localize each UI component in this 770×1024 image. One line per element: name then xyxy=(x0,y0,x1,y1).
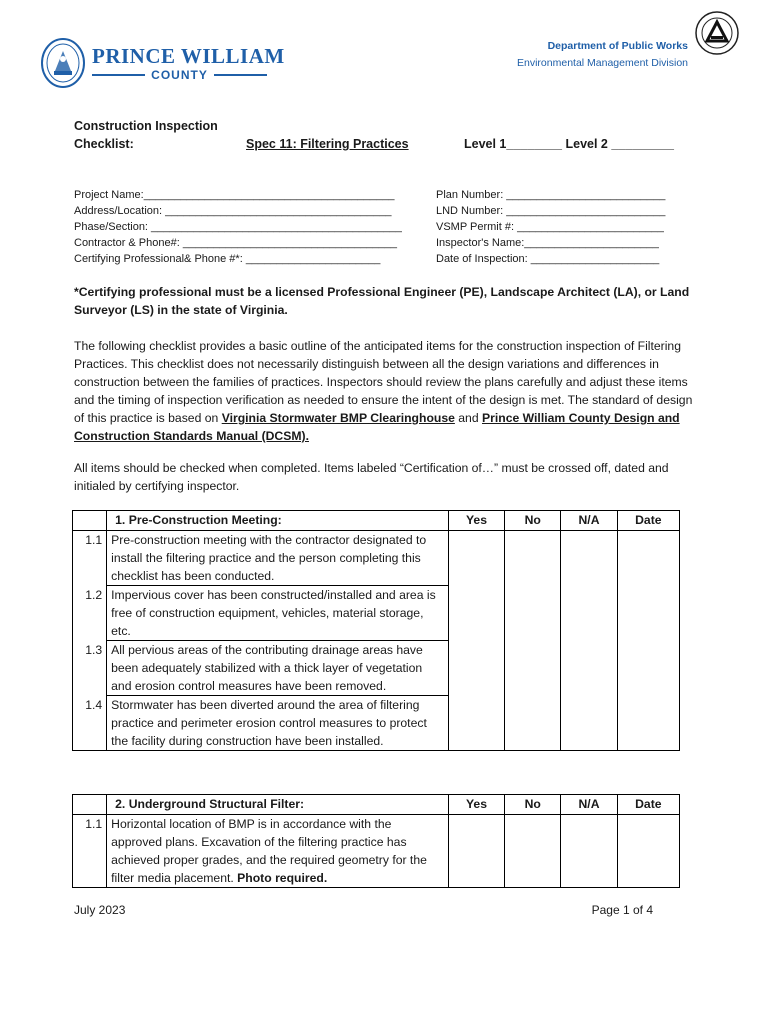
table-header-row xyxy=(73,511,680,531)
item-number: 1.1 xyxy=(73,531,107,586)
item-text: Stormwater has been diverted around the area of filtering practice and perimeter erosion control measures to protect the facility during construction have been installed. xyxy=(107,696,449,751)
county-sub xyxy=(92,68,267,82)
date-header: Date xyxy=(617,511,679,531)
inspector-name-field[interactable]: Inspector's Name:______________________ xyxy=(436,237,659,249)
item-number: 1.3 xyxy=(73,641,107,696)
item-text-body: Horizontal location of BMP is in accordance with the approved plans. Excavation of the filtering practice has achieved proper grades, and the required geometry for the filter media placement. xyxy=(111,817,427,885)
no-cell[interactable] xyxy=(505,815,561,888)
item-text: Pre-construction meeting with the contractor designated to install the filtering practice and the person completing this checklist has been conducted. xyxy=(107,531,449,586)
county-wordmark xyxy=(92,44,285,82)
item-number: 1.2 xyxy=(73,586,107,641)
photo-required-note: Photo required. xyxy=(237,871,328,885)
division-name: Environmental Management Division xyxy=(517,57,688,69)
department-name: Department of Public Works xyxy=(547,40,688,52)
table-header-row xyxy=(73,795,680,815)
number-header xyxy=(73,795,107,815)
address-field[interactable]: Address/Location: _____________________________________ xyxy=(74,205,392,217)
fields-right xyxy=(436,187,665,267)
level-fields[interactable]: Level 1________ Level 2 _________ xyxy=(464,137,674,151)
table-row xyxy=(73,815,680,888)
checklist-table-preconstruction xyxy=(72,510,680,751)
item-number: 1.1 xyxy=(73,815,107,888)
public-works-seal xyxy=(694,10,740,56)
item-text: All pervious areas of the contributing drainage areas have been adequately stabilized with a thick layer of vegetation and erosion control measures have been removed. xyxy=(107,641,449,696)
item-text xyxy=(107,815,449,888)
checklist-table-structural-filter xyxy=(72,794,680,888)
page-number: Page 1 of 4 xyxy=(591,903,653,917)
intro-text: The following checklist provides a basic outline of the anticipated items for the construction inspection of Filtering Practices. This checklist does not necessarily distinguish between all the design variations and differences in construction between the families of practices. Inspectors should review the plans carefully and adjust these items and the timing of inspection verification as needed to ensure the intent of the design is met. The standard of design of this practice is based on xyxy=(74,339,693,425)
clearinghouse-link[interactable]: Virginia Stormwater BMP Clearinghouse xyxy=(221,411,455,425)
na-header: N/A xyxy=(561,795,617,815)
certifying-professional-field[interactable]: Certifying Professional& Phone #*: ______________________ xyxy=(74,253,381,265)
yes-cell[interactable] xyxy=(448,815,504,888)
section-heading: 2. Underground Structural Filter: xyxy=(107,795,449,815)
instructions-paragraph: All items should be checked when completed. Items labeled “Certification of…” must be crossed off, dated and initialed by certifying inspector. xyxy=(74,461,669,493)
intro-paragraph xyxy=(74,337,694,445)
contractor-phone-field[interactable]: Contractor & Phone#: ___________________________________ xyxy=(74,237,397,249)
form-title-line2: Checklist: xyxy=(74,137,134,151)
no-header: No xyxy=(505,795,561,815)
spec-title xyxy=(246,135,409,153)
dcsm-link[interactable]: Prince William County Design and Construction Standards Manual (DCSM). xyxy=(74,411,680,443)
section-heading: 1. Pre-Construction Meeting: xyxy=(107,511,449,531)
phase-section-field[interactable]: Phase/Section: _________________________________________ xyxy=(74,221,402,233)
county-sub-label: COUNTY xyxy=(151,68,208,82)
number-header xyxy=(73,511,107,531)
county-name: PRINCE WILLIAM xyxy=(92,44,285,68)
yes-header: Yes xyxy=(448,511,504,531)
county-seal-logo xyxy=(40,37,86,89)
fields-left xyxy=(74,187,402,267)
date-header: Date xyxy=(617,795,679,815)
certification-note: *Certifying professional must be a licensed Professional Engineer (PE), Landscape Architect (LA), or Land Surveyor (LS) in the state of Virginia. xyxy=(74,285,690,317)
project-name-field[interactable]: Project Name:_________________________________________ xyxy=(74,189,395,201)
spec-title-text: Spec 11: Filtering Practices xyxy=(246,137,409,151)
no-header: No xyxy=(505,511,561,531)
department-block xyxy=(517,39,688,73)
na-cell[interactable] xyxy=(561,815,617,888)
inspection-date-field[interactable]: Date of Inspection: _____________________ xyxy=(436,253,660,265)
intro-and: and xyxy=(454,411,482,425)
na-cell[interactable] xyxy=(561,531,617,751)
footer-date: July 2023 xyxy=(74,903,126,917)
date-cell[interactable] xyxy=(617,815,679,888)
item-number: 1.4 xyxy=(73,696,107,751)
form-title-line1: Construction Inspection xyxy=(74,119,218,133)
lnd-number-field[interactable]: LND Number: __________________________ xyxy=(436,205,666,217)
table-row xyxy=(73,531,680,586)
item-text: Impervious cover has been constructed/installed and area is free of construction equipment, vehicles, material storage, etc. xyxy=(107,586,449,641)
yes-header: Yes xyxy=(448,795,504,815)
na-header: N/A xyxy=(561,511,617,531)
no-cell[interactable] xyxy=(505,531,561,751)
yes-cell[interactable] xyxy=(448,531,504,751)
vsmp-permit-field[interactable]: VSMP Permit #: ________________________ xyxy=(436,221,664,233)
plan-number-field[interactable]: Plan Number: __________________________ xyxy=(436,189,666,201)
date-cell[interactable] xyxy=(617,531,679,751)
